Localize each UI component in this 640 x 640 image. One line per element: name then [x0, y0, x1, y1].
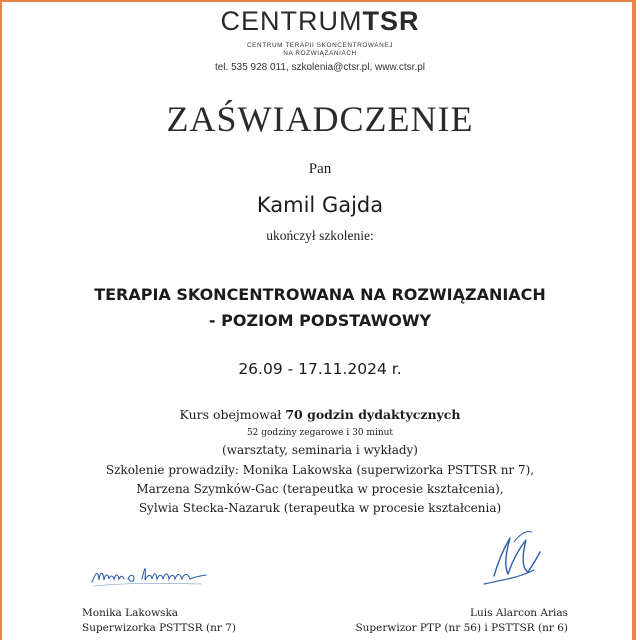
salutation: Pan	[308, 161, 332, 177]
signer-right	[355, 606, 568, 636]
certificate-title: ZAŚWIADCZENIE	[166, 99, 474, 139]
logo-subtitle-line-2: NA ROZWIĄZANIACH	[283, 49, 357, 57]
logo-part-1: CENTRUM	[220, 6, 363, 36]
logo-part-2: TSR	[362, 6, 420, 36]
signer-left	[82, 606, 236, 636]
signer-right-name: Luis Alarcon Arias	[470, 607, 568, 619]
completed-label: ukończył szkolenie:	[266, 228, 374, 243]
course-title-line-2: - POZIOM PODSTAWOWY	[208, 311, 432, 330]
hours-bold: 70 godzin dydaktycznych	[285, 407, 461, 422]
trainers	[0, 461, 640, 518]
signer-right-role: Superwizor PTP (nr 56) i PSTTSR (nr 6)	[355, 622, 568, 634]
trainers-line-3: Sylwia Stecka-Nazaruk (terapeutka w procesie kształcenia)	[138, 501, 502, 515]
trainers-line-2: Marzena Szymków-Gac (terapeutka w procesie kształcenia),	[136, 482, 504, 496]
course-hours	[0, 407, 640, 422]
course-title-line-1: TERAPIA SKONCENTROWANA NA ROZWIĄZANIACH	[94, 285, 546, 304]
course-dates: 26.09 - 17.11.2024 r.	[238, 360, 402, 378]
recipient-name: Kamil Gajda	[256, 193, 384, 217]
hours-clock: 52 godziny zegarowe i 30 minut	[246, 428, 394, 438]
signer-left-role: Superwizorka PSTTSR (nr 7)	[82, 622, 236, 634]
logo-subtitle	[0, 42, 640, 57]
signature-left	[90, 558, 210, 588]
logo	[0, 6, 640, 37]
signature-right	[474, 522, 554, 592]
logo-subtitle-line-1: CENTRUM TERAPII SKONCENTROWANEJ	[246, 42, 394, 49]
course-title	[0, 282, 640, 334]
signer-left-name: Monika Lakowska	[82, 607, 179, 619]
trainers-line-1: Szkolenie prowadziły: Monika Lakowska (superwizorka PSTTSR nr 7),	[105, 463, 535, 477]
contact-info: tel. 535 928 011, szkolenia@ctsr.pl, www.ctsr.pl	[214, 62, 426, 73]
course-forms: (warsztaty, seminaria i wykłady)	[221, 443, 418, 457]
hours-prefix: Kurs obejmował	[179, 407, 286, 422]
